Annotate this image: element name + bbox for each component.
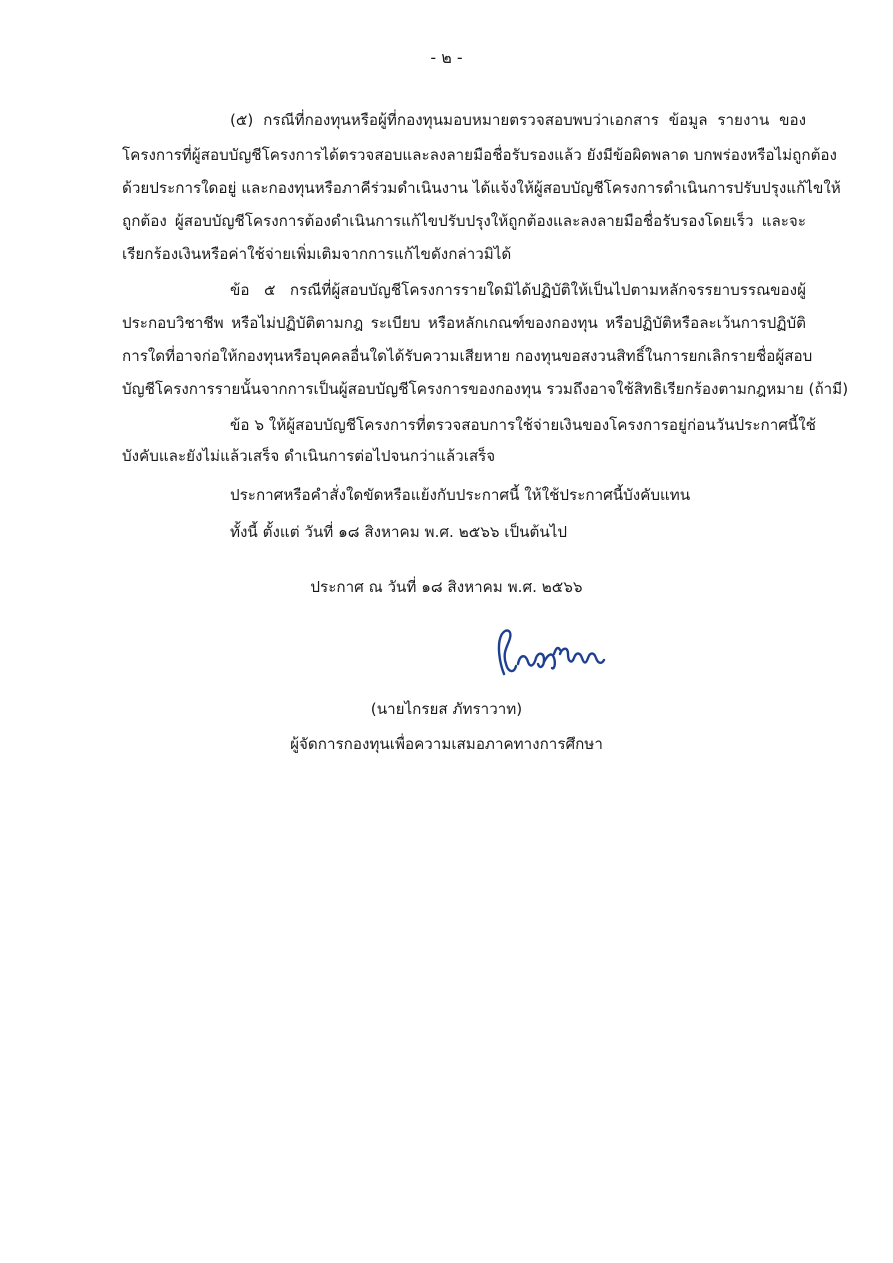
paragraph-line: เรียกร้องเงินหรือค่าใช้จ่ายเพิ่มเติมจากการแก้ไขดังกล่าวมิได้ <box>122 245 512 263</box>
clause-line: บังคับและยังไม่แล้วเสร็จ ดำเนินการต่อไปจนกว่าแล้วเสร็จ <box>122 447 496 465</box>
clause-line: บัญชีโครงการรายนั้นจากการเป็นผู้สอบบัญชีโครงการของกองทุน รวมถึงอาจใช้สิทธิเรียกร้องตามกฎหมาย (ถ้ามี) <box>122 380 849 398</box>
signature-image <box>482 624 622 684</box>
clause-line: ประกอบวิชาชีพ หรือไม่ปฏิบัติตามกฎ ระเบียบ หรือหลักเกณฑ์ของกองทุน หรือปฏิบัติหรือละเว้นการปฏิบัติ <box>122 314 806 332</box>
signatory-title: ผู้จัดการกองทุนเพื่อความเสมอภาคทางการศึกษา <box>290 735 603 753</box>
paragraph-line: (๕) กรณีที่กองทุนหรือผู้ที่กองทุนมอบหมายตรวจสอบพบว่าเอกสาร ข้อมูล รายงาน ของ <box>230 111 806 129</box>
paragraph-line: โครงการที่ผู้สอบบัญชีโครงการได้ตรวจสอบและลงลายมือชื่อรับรองแล้ว ยังมีข้อผิดพลาด บกพร่องหรือไม่ถูกต้อง <box>122 146 837 164</box>
clause-line: การใดที่อาจก่อให้กองทุนหรือบุคคลอื่นใดได้รับความเสียหาย กองทุนขอสงวนสิทธิ์ในการยกเลิกรายชื่อผู้สอบ <box>122 347 813 365</box>
paragraph-line: ด้วยประการใดอยู่ และกองทุนหรือภาคีร่วมดำเนินงาน ได้แจ้งให้ผู้สอบบัญชีโครงการดำเนินการปรับปรุงแก้ไขให้ <box>122 179 841 197</box>
repeal-text: ประกาศหรือคำสั่งใดขัดหรือแย้งกับประกาศนี้ ให้ใช้ประกาศนี้บังคับแทน <box>230 486 691 504</box>
signatory-name: (นายไกรยส ภัทราวาท) <box>370 700 523 718</box>
page-number: - ๒ - <box>430 48 463 67</box>
effective-date: ทั้งนี้ ตั้งแต่ วันที่ ๑๘ สิงหาคม พ.ศ. ๒๕๖๖ เป็นต้นไป <box>230 523 568 541</box>
clause-line: ข้อ ๕ กรณีที่ผู้สอบบัญชีโครงการรายใดมิได้ปฏิบัติให้เป็นไปตามหลักจรรยาบรรณของผู้ <box>230 281 806 299</box>
announcement-date: ประกาศ ณ วันที่ ๑๘ สิงหาคม พ.ศ. ๒๕๖๖ <box>310 578 583 596</box>
clause-line: ข้อ ๖ ให้ผู้สอบบัญชีโครงการที่ตรวจสอบการใช้จ่ายเงินของโครงการอยู่ก่อนวันประกาศนี้ใช้ <box>230 416 816 434</box>
paragraph-line: ถูกต้อง ผู้สอบบัญชีโครงการต้องดำเนินการแก้ไขปรับปรุงให้ถูกต้องและลงลายมือชื่อรับรองโดยเร็ว และจะ <box>122 212 806 230</box>
